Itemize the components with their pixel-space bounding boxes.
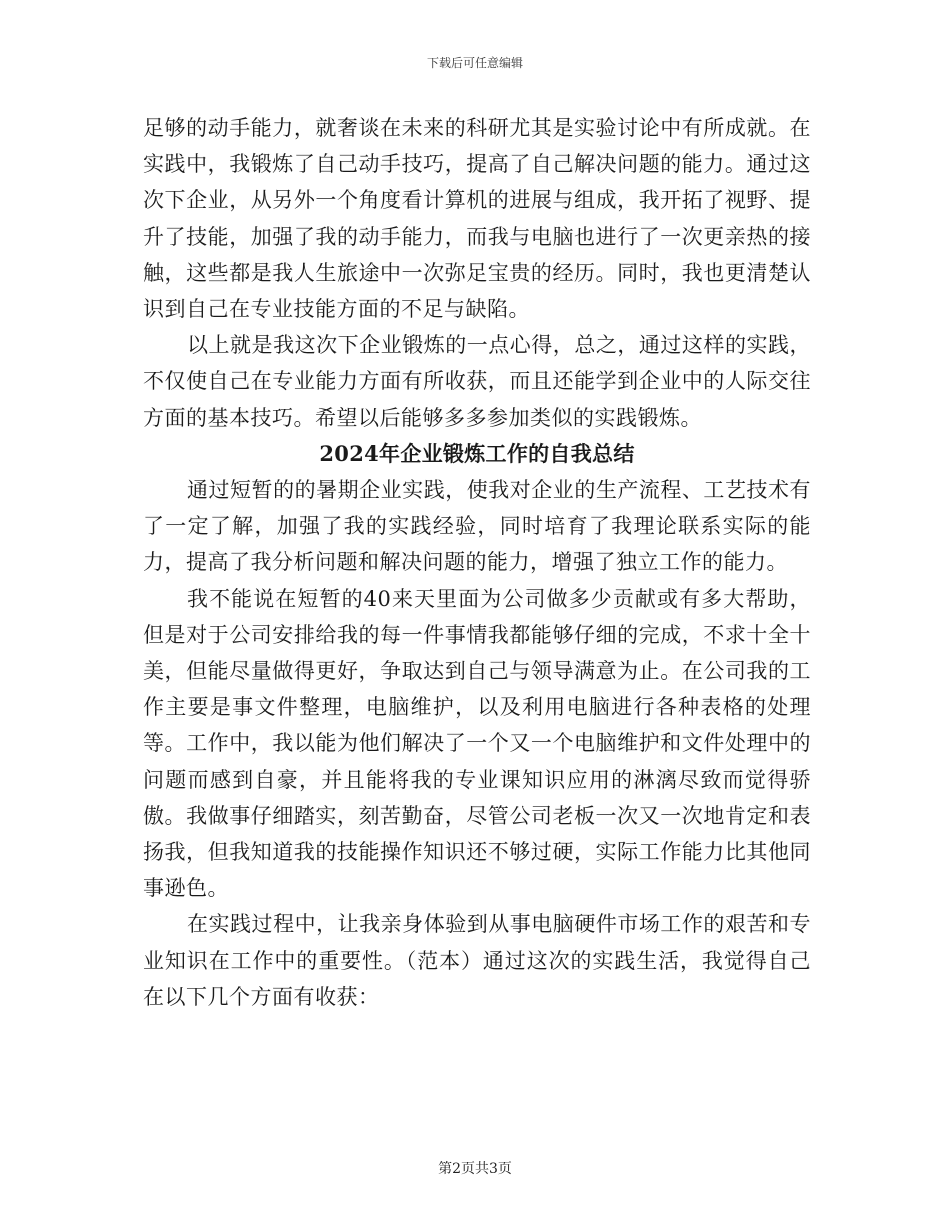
section-heading: 2024年企业锻炼工作的自我总结	[319, 440, 635, 466]
paragraph-work-details: 我不能说在短暂的40来天里面为公司做多少贡献或有多大帮助，但是对于公司安排给我的每一件事情我都能够仔细的完成，不求十全十美，但能尽量做得更好，争取达到自己与领导满意为止。在公司我的工作主要是事文件整理，电脑维护，以及利用电脑进行各种表格的处理等。工作中，我以能为他们解决了一个又一个电脑维护和文件处理中的问题而感到自豪，并且能将我的专业课知识应用的淋漓尽致而觉得骄傲。我做事仔细踏实，刻苦勤奋，尽管公司老板一次又一次地肯定和表扬我，但我知道我的技能操作知识还不够过硬，实际工作能力比其他同事逊色。	[143, 586, 811, 901]
paragraph-conclusion: 以上就是我这次下企业锻炼的一点心得，总之，通过这样的实践，不仅使自己在专业能力方面有所收获，而且还能学到企业中的人际交往方面的基本技巧。希望以后能够多多参加类似的实践锻炼。	[143, 333, 811, 430]
page-footer: 第2页共3页	[438, 1161, 512, 1177]
paragraph-experience: 在实践过程中，让我亲身体验到从事电脑硬件市场工作的艰苦和专业知识在工作中的重要性。（范本）通过这次的实践生活，我觉得自己在以下几个方面有收获：	[143, 912, 811, 1009]
page-header: 下载后可任意编辑	[426, 56, 523, 70]
document-body	[143, 110, 811, 1015]
paragraph-intro: 通过短暂的的暑期企业实践，使我对企业的生产流程、工艺技术有了一定了解，加强了我的实践经验，同时培育了我理论联系实际的能力，提高了我分析问题和解决问题的能力，增强了独立工作的能力。	[143, 478, 811, 575]
paragraph-continued: 足够的动手能力，就奢谈在未来的科研尤其是实验讨论中有所成就。在实践中，我锻炼了自己动手技巧，提高了自己解决问题的能力。通过这次下企业，从另外一个角度看计算机的进展与组成，我开拓了视野、提升了技能，加强了我的动手能力，而我与电脑也进行了一次更亲热的接触，这些都是我人生旅途中一次弥足宝贵的经历。同时，我也更清楚认识到自己在专业技能方面的不足与缺陷。	[143, 116, 811, 322]
